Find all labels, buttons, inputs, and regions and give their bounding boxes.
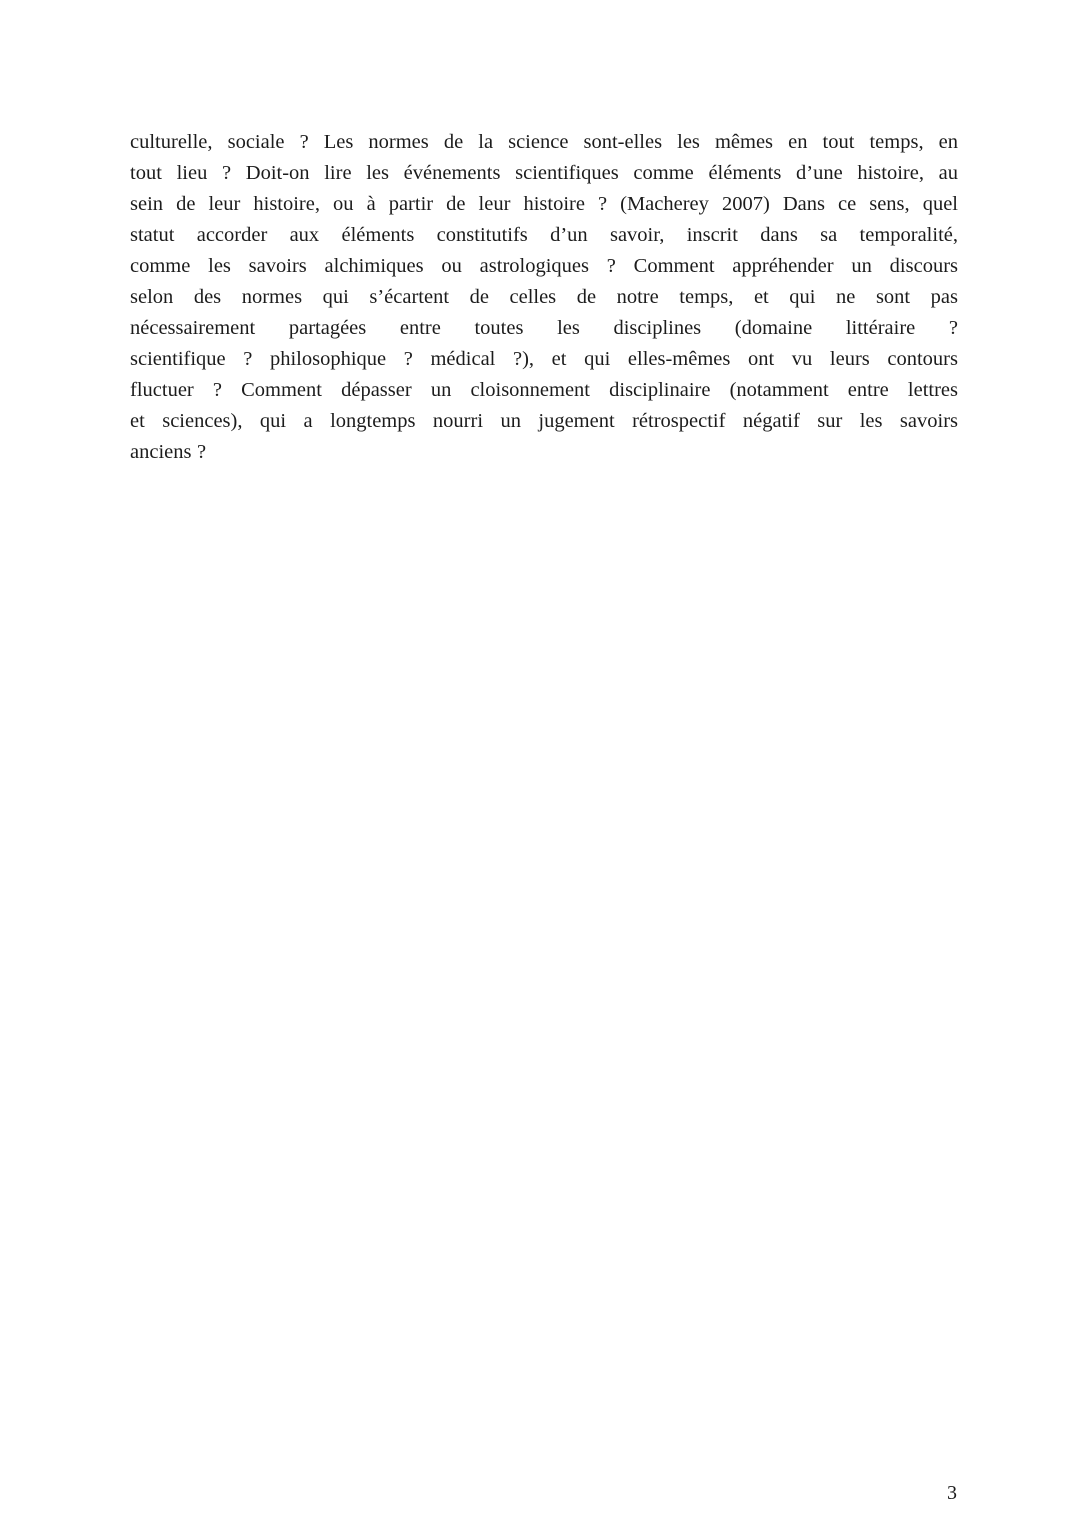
paragraph-line: tout lieu ? Doit-on lire les événements scientifiques comme éléments d’une histoire, au xyxy=(130,162,958,184)
paragraph-line: scientifique ? philosophique ? médical ?), et qui elles-mêmes ont vu leurs contours xyxy=(130,348,958,370)
paragraph-line: selon des normes qui s’écartent de celles de notre temps, et qui ne sont pas xyxy=(130,286,958,308)
paragraph-line: comme les savoirs alchimiques ou astrologiques ? Comment appréhender un discours xyxy=(130,255,958,277)
paragraph-line: sein de leur histoire, ou à partir de leur histoire ? (Macherey 2007) Dans ce sens, quel xyxy=(130,193,958,215)
paragraph-line: fluctuer ? Comment dépasser un cloisonnement disciplinaire (notamment entre lettres xyxy=(130,379,958,401)
paragraph-line: culturelle, sociale ? Les normes de la science sont-elles les mêmes en tout temps, en xyxy=(130,131,958,153)
paragraph xyxy=(130,127,958,468)
paragraph-line: anciens ? xyxy=(130,441,207,463)
paragraph-line: statut accorder aux éléments constitutifs d’un savoir, inscrit dans sa temporalité, xyxy=(130,224,958,246)
page-number: 3 xyxy=(947,1482,957,1504)
paragraph-line: et sciences), qui a longtemps nourri un jugement rétrospectif négatif sur les savoirs xyxy=(130,410,958,432)
paragraph-line: nécessairement partagées entre toutes les disciplines (domaine littéraire ? xyxy=(130,317,958,339)
